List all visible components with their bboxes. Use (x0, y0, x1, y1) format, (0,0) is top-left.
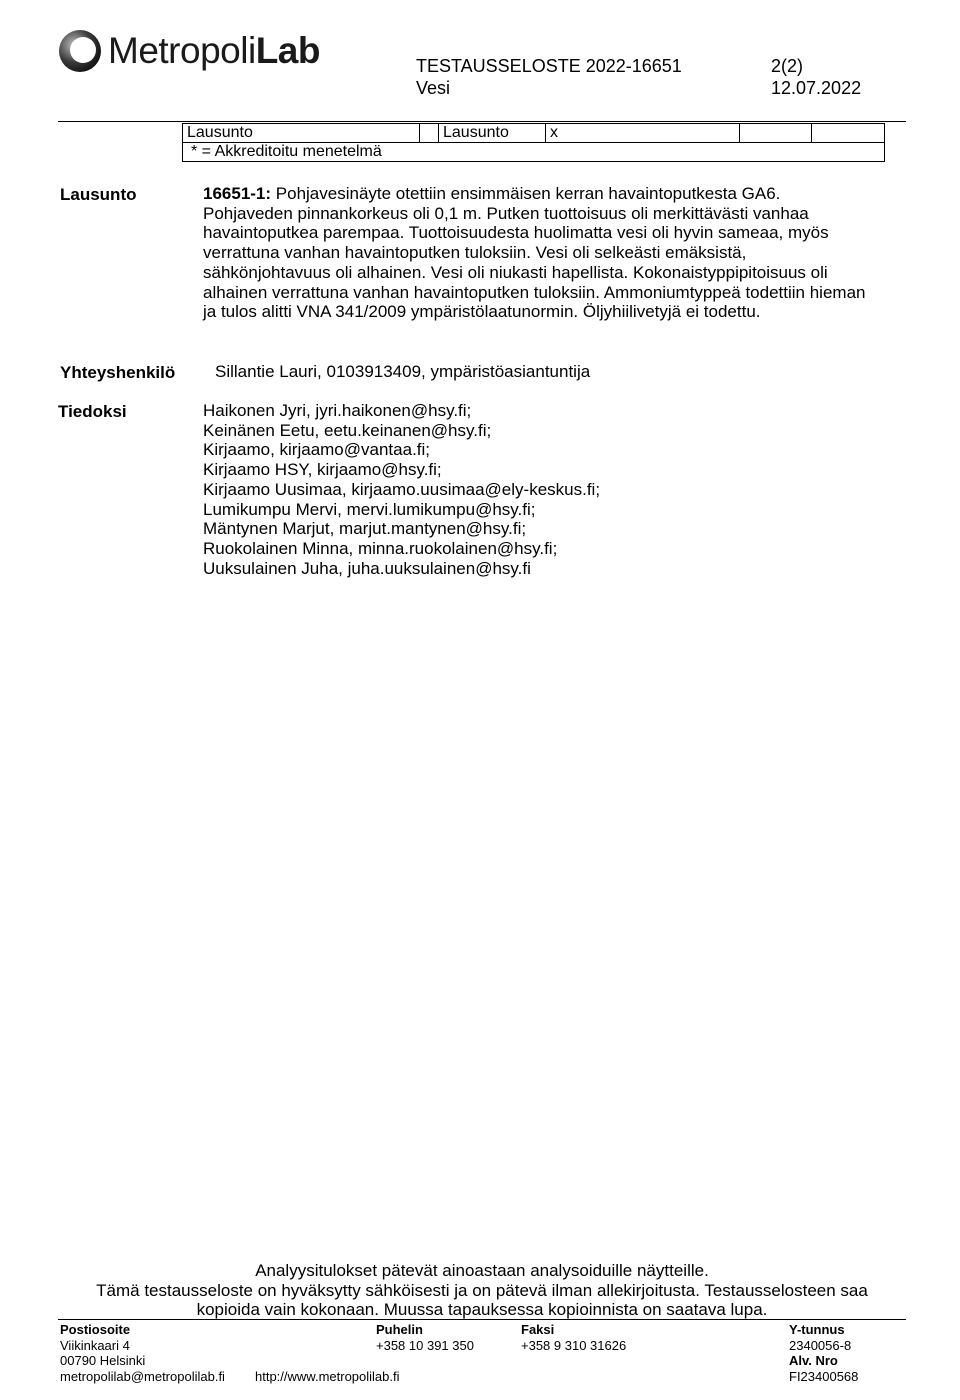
list-item: Lumikumpu Mervi, mervi.lumikumpu@hsy.fi; (203, 499, 536, 519)
contact-label: Yhteyshenkilö (60, 363, 176, 382)
statement-table (182, 123, 885, 162)
business-id-label: Y-tunnus (789, 1322, 845, 1337)
business-id: 2340056-8 (789, 1337, 852, 1353)
recipients-list (203, 401, 600, 578)
table-cell: Lausunto (183, 124, 420, 143)
statement-line: ja tulos alitti VNA 341/2009 ympäristölaatunormin. Öljyhiilivetyjä ei todettu. (203, 302, 761, 322)
document-subtitle: Vesi (416, 78, 451, 98)
postal-address (60, 1322, 225, 1384)
list-item: Keinänen Eetu, eetu.keinanen@hsy.fi; (203, 420, 492, 440)
street: Viikinkaari 4 (60, 1337, 130, 1353)
table-row (183, 124, 885, 143)
statement-line: Pohjaveden pinnankorkeus oli 0,1 m. Putken tuottoisuus oli merkittävästi vanhaa (203, 203, 809, 223)
statement-line: 16651-1: Pohjavesinäyte otettiin ensimmäisen kerran havaintoputkesta GA6. (203, 184, 781, 203)
fax-label: Faksi (521, 1322, 555, 1337)
logo-ring-icon (58, 29, 102, 73)
recipients-label: Tiedoksi (58, 402, 127, 421)
fax-block (521, 1322, 626, 1353)
phone-label: Puhelin (376, 1322, 423, 1337)
postal-label: Postiosoite (60, 1322, 131, 1337)
sample-id: 16651-1: (203, 184, 272, 203)
list-item: Uuksulainen Juha, juha.uuksulainen@hsy.fi (203, 558, 531, 578)
contact-value: Sillantie Lauri, 0103913409, ympäristöasiantuntija (215, 362, 591, 381)
statement-line: sähkönjohtavuus oli alhainen. Vesi oli niukasti hapellista. Kokonaistyppipitoisuus oli (203, 262, 828, 282)
table-cell (420, 124, 439, 143)
table-cell: x (546, 124, 740, 143)
statement-text (203, 184, 903, 322)
list-item: Kirjaamo, kirjaamo@vantaa.fi; (203, 440, 431, 460)
business-id-block (789, 1322, 858, 1384)
table-cell (812, 124, 885, 143)
notice-line: Tämä testausseloste on hyväksytty sähköisesti ja on pätevä ilman allekirjoitusta. Testausselosteen saa (96, 1280, 868, 1300)
footer-notice (58, 1261, 906, 1320)
footer-divider (58, 1319, 906, 1320)
statement-label: Lausunto (60, 185, 137, 204)
vat-label: Alv. Nro (789, 1353, 838, 1368)
document-date: 12.07.2022 (771, 78, 862, 98)
logo-wordmark: MetropoliLab (108, 30, 320, 71)
table-cell: Lausunto (439, 124, 546, 143)
fax-number: +358 9 310 31626 (521, 1337, 627, 1353)
notice-line: Analyysitulokset pätevät ainoastaan analysoiduille näytteille. (255, 1261, 709, 1280)
header-divider (58, 121, 906, 122)
email-link[interactable]: metropolilab@metropolilab.fi (60, 1368, 225, 1384)
vat-number: FI23400568 (789, 1368, 859, 1384)
list-item: Mäntynen Marjut, marjut.mantynen@hsy.fi; (203, 519, 527, 539)
page-number: 2(2) (771, 56, 804, 76)
notice-line: kopioida vain kokonaan. Muussa tapauksessa kopioinnista on saatava lupa. (196, 1300, 768, 1319)
website-link[interactable]: http://www.metropolilab.fi (255, 1368, 400, 1384)
phone-number: +358 10 391 350 (376, 1337, 474, 1353)
phone-block (376, 1322, 474, 1353)
list-item: Kirjaamo HSY, kirjaamo@hsy.fi; (203, 460, 442, 480)
table-cell (740, 124, 812, 143)
statement-line: havaintoputkea parempaa. Tuottoisuudesta huolimatta vesi oli hyvin sameaa, myös (203, 223, 829, 243)
company-logo (58, 26, 320, 76)
table-row (183, 143, 885, 162)
list-item: Ruokolainen Minna, minna.ruokolainen@hsy.fi; (203, 538, 558, 558)
city: 00790 Helsinki (60, 1353, 146, 1368)
list-item: Haikonen Jyri, jyri.haikonen@hsy.fi; (203, 401, 472, 420)
statement-line: alhainen verrattuna vanhan havaintoputken tuloksiin. Ammoniumtyppeä todettiin hieman (203, 282, 866, 302)
accreditation-footnote: * = Akkreditoitu menetelmä (183, 143, 885, 162)
list-item: Kirjaamo Uusimaa, kirjaamo.uusimaa@ely-keskus.fi; (203, 479, 601, 499)
statement-line: verrattuna vanhan havaintoputken tuloksiin. Vesi oli selkeästi emäksistä, (203, 243, 747, 263)
document-title: TESTAUSSELOSTE 2022-16651 (416, 56, 682, 76)
